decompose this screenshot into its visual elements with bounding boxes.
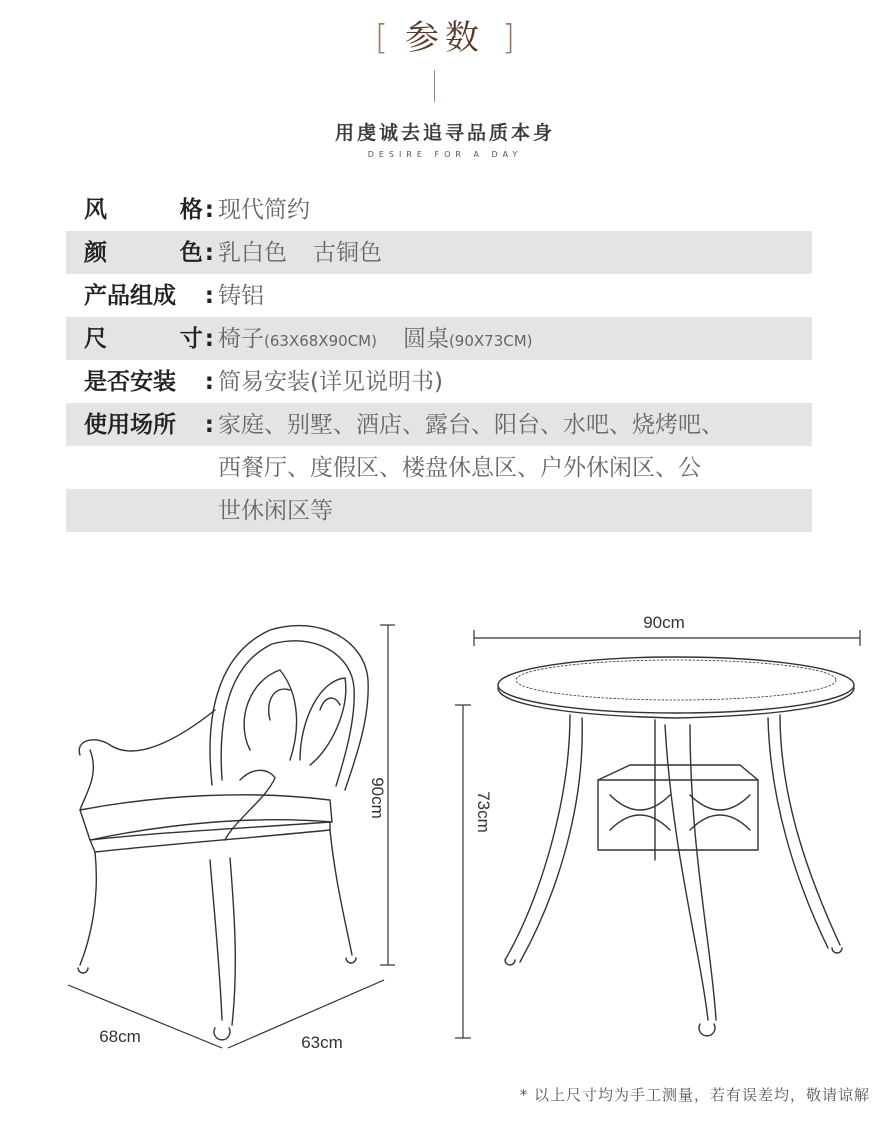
spec-row-color [66,231,812,274]
footnote: * 以上尺寸均为手工测量，若有误差均，敬请谅解 [519,1086,870,1104]
colon: : [204,412,214,438]
chair-label: 椅子 [218,326,264,352]
table-dimensions: (90X73CM) [448,332,533,350]
usage-line: 世休闲区等 [218,498,333,524]
chair-depth-line [68,985,222,1048]
label-char: 颜 [84,240,107,266]
slogan: 用虔诚去追寻品质本身 [334,122,555,144]
colon: : [204,369,214,395]
label-char: 尺 [84,326,107,352]
spec-row-size [66,317,812,360]
spec-value: 现代简约 [218,197,310,223]
usage-line: 家庭、别墅、酒店、露台、阳台、水吧、烧烤吧、 [218,412,724,438]
spec-label [84,274,214,318]
slogan-en: DESIRE FOR A DAY [367,150,523,159]
colon: : [204,240,214,266]
spec-row-install [66,360,812,403]
color-option: 乳白色 [218,240,287,266]
divider-line [434,70,435,102]
label-char: 风 [84,197,107,223]
colon: : [204,197,214,223]
chair-height-label: 90cm [368,777,387,819]
install-value: 简易安装 [218,369,310,395]
spec-row-material [66,274,812,317]
spec-label [84,403,214,447]
spec-label [84,231,214,275]
section-title-text: 参数 [405,18,485,58]
spec-value [218,231,812,275]
spec-label [84,360,214,404]
label-text: 使用场所 [84,412,176,438]
table-illustration [498,657,854,1036]
spec-row-usage [66,403,812,532]
chair-width-label: 63cm [301,1033,343,1052]
spec-value [218,360,812,404]
label-text: 产品组成 [84,283,176,309]
chair-depth-label: 68cm [99,1027,141,1046]
spec-table [66,188,812,532]
label-char: 格 [179,197,203,223]
usage-line: 西餐厅、度假区、楼盘休息区、户外休闲区、公 [218,455,701,481]
section-title [0,10,890,59]
spec-label [84,188,214,232]
spec-label [84,317,214,361]
chair-dimensions: (63X68X90CM) [264,332,377,350]
install-note: (详见说明书) [310,369,443,395]
spec-row-style [66,188,812,231]
label-char: 色 [179,240,203,266]
label-text: 是否安装 [84,369,176,395]
table-dimension-lines [455,630,860,1038]
bracket-open: [ [374,18,389,58]
bracket-close: ] [501,18,516,58]
colon: : [204,326,214,352]
label-char: 寸 [179,326,203,352]
product-drawings [0,600,890,1080]
spec-value [218,317,812,363]
chair-illustration [78,626,368,1040]
table-diameter-label: 90cm [643,613,685,632]
table-height-label: 73cm [474,791,493,833]
table-label: 圆桌 [402,326,449,352]
spec-value: 铸铝 [218,283,264,309]
color-option: 古铜色 [313,240,382,266]
colon: : [204,283,214,309]
